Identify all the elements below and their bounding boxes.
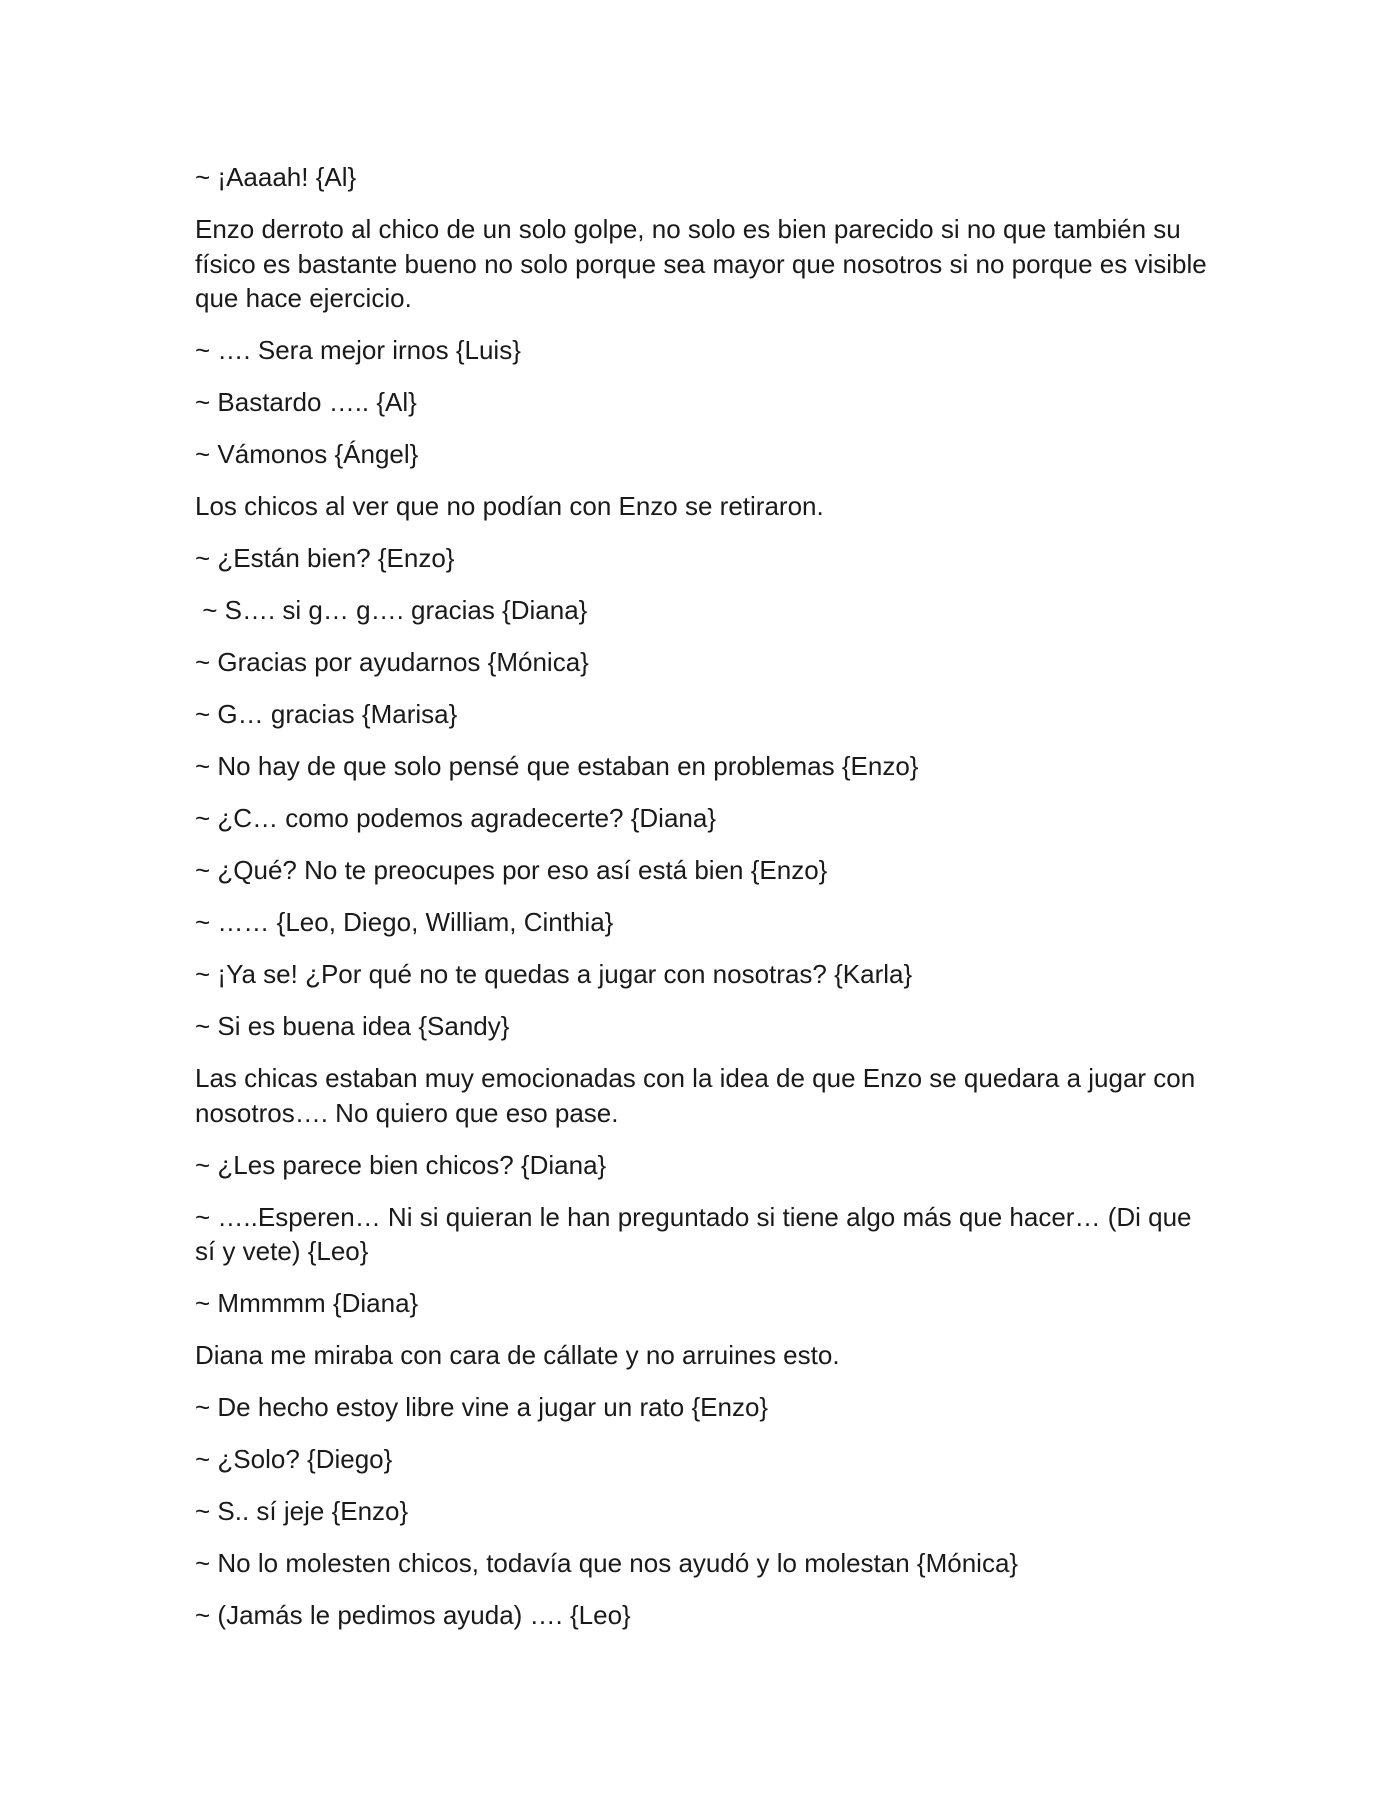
- paragraph: ~ S…. si g… g…. gracias {Diana}: [195, 595, 588, 625]
- document-body: [195, 160, 1215, 1650]
- paragraph: Los chicos al ver que no podían con Enzo se retiraron.: [195, 491, 824, 521]
- paragraph: ~ ¿C… como podemos agradecerte? {Diana}: [195, 803, 717, 833]
- paragraph: Las chicas estaban muy emocionadas con la idea de que Enzo se quedara a jugar con nosotros…. No quiero que eso pase.: [195, 1063, 1203, 1128]
- paragraph: ~ De hecho estoy libre vine a jugar un rato {Enzo}: [195, 1392, 769, 1422]
- paragraph: ~ Bastardo ….. {Al}: [195, 387, 417, 417]
- paragraph: ~ …… {Leo, Diego, William, Cinthia}: [195, 907, 614, 937]
- paragraph: ~ S.. sí jeje {Enzo}: [195, 1496, 409, 1526]
- paragraph: ~ ¿Solo? {Diego}: [195, 1444, 393, 1474]
- paragraph: Diana me miraba con cara de cállate y no arruines esto.: [195, 1340, 840, 1370]
- paragraph: ~ Vámonos {Ángel}: [195, 439, 419, 469]
- paragraph: ~ ¿Les parece bien chicos? {Diana}: [195, 1149, 607, 1180]
- paragraph: ~ Gracias por ayudarnos {Mónica}: [195, 647, 589, 677]
- paragraph: ~ ¿Qué? No te preocupes por eso así está bien {Enzo}: [195, 855, 828, 885]
- paragraph: ~ …. Sera mejor irnos {Luis}: [195, 335, 521, 365]
- paragraph: ~ ¡Ya se! ¿Por qué no te quedas a jugar con nosotras? {Karla}: [195, 959, 913, 989]
- paragraph: ~ ¿Están bien? {Enzo}: [195, 543, 455, 573]
- paragraph: ~ No lo molesten chicos, todavía que nos ayudó y lo molestan {Mónica}: [195, 1548, 1019, 1578]
- paragraph: Enzo derroto al chico de un solo golpe, no solo es bien parecido si no que también su físico es bastante bueno no solo porque sea mayor que nosotros si no porque es visible que hace ejercicio.: [195, 214, 1214, 313]
- paragraph: ~ No hay de que solo pensé que estaban en problemas {Enzo}: [195, 751, 919, 781]
- paragraph: ~ …..Esperen… Ni si quieran le han preguntado si tiene algo más que hacer… (Di que sí y vete) {Leo}: [195, 1201, 1199, 1266]
- paragraph: ~ G… gracias {Marisa}: [195, 699, 458, 729]
- paragraph: ~ Si es buena idea {Sandy}: [195, 1011, 510, 1041]
- paragraph: ~ (Jamás le pedimos ayuda) …. {Leo}: [195, 1600, 631, 1630]
- paragraph: ~ Mmmmm {Diana}: [195, 1288, 419, 1318]
- paragraph: ~ ¡Aaaah! {Al}: [195, 162, 357, 192]
